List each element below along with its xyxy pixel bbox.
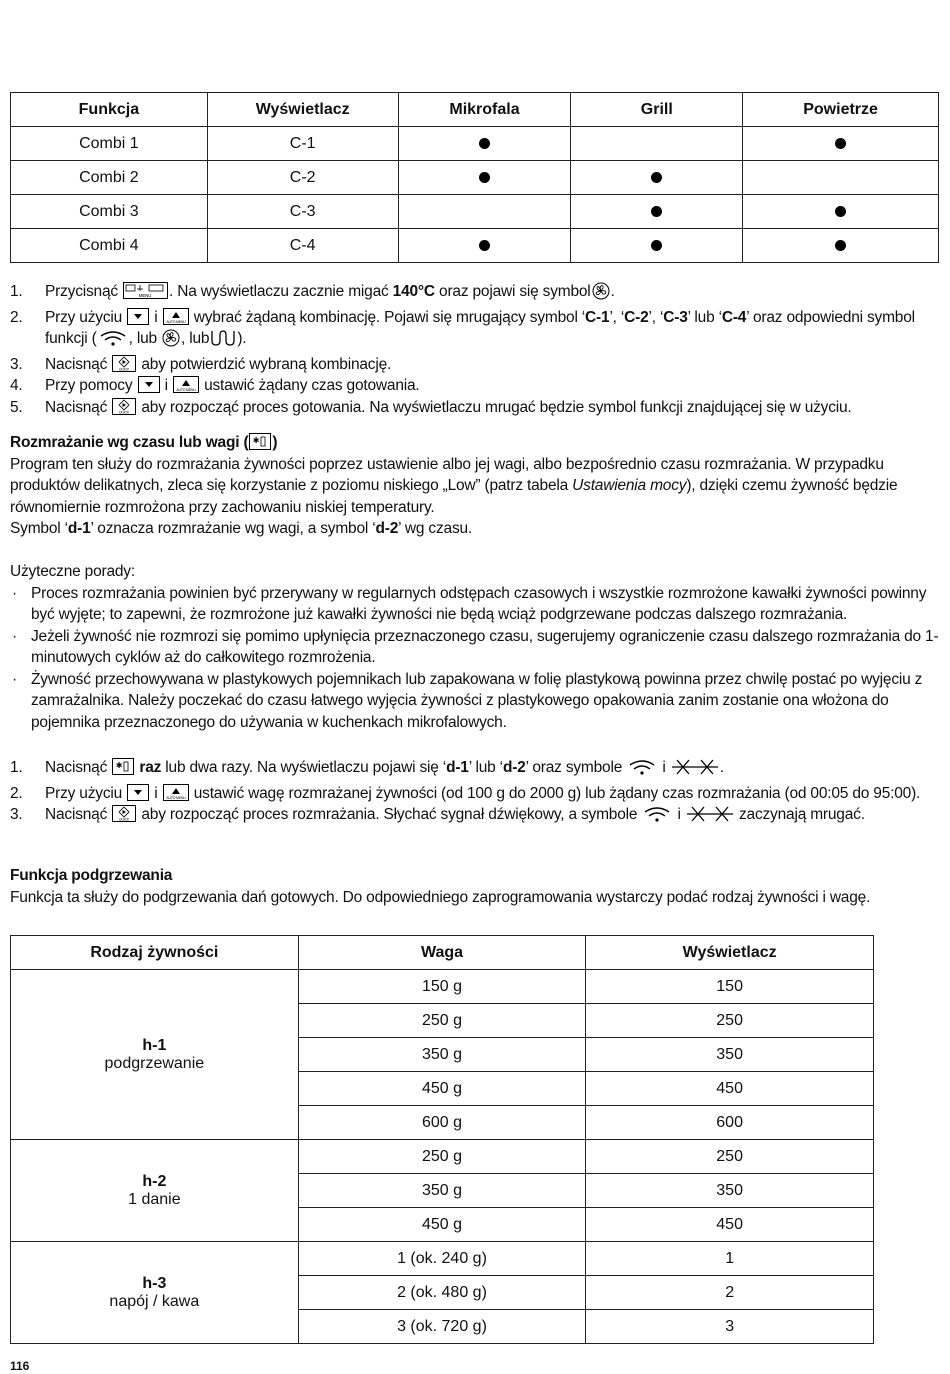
combi-code: C-2 [624,308,649,326]
down-arrow-button-icon [127,784,149,801]
table-header-row [11,936,874,970]
step-text: Nacisnąć [45,355,108,373]
header-cell: Waga [298,936,586,970]
step-number: 2. [10,308,23,326]
paragraph-text: ’ wg czasu. [398,520,473,537]
step-text: zaczynają mrugać. [738,806,865,823]
step-text: ’ oraz symbole [525,759,623,776]
food-type-cell [11,970,299,1140]
step-text: aby potwierdzić wybraną kombinację. [141,355,392,373]
weight-cell: 350 g [298,1174,586,1208]
bullet: · [12,627,17,645]
quick-start-button-icon [112,355,136,372]
down-arrow-button-icon [138,376,160,393]
combi-code: C-3 [663,308,688,326]
weight-cell: 1 (ok. 240 g) [298,1242,586,1276]
list-item [10,757,940,783]
grill-icon [210,329,236,354]
step-text: wybrać żądaną kombinację. Pojawi się mrugający symbol ‘ [193,308,586,326]
step-text: ’ oraz odpowiedni symbol funkcji ( [45,308,915,347]
food-code: h-3 [142,1274,167,1292]
list-item [10,583,940,626]
table-row [11,195,939,229]
display-code-cell: C-4 [207,229,398,263]
header-cell: Wyświetlacz [207,93,398,127]
weight-cell: 450 g [298,1208,586,1242]
step-text: Przy pomocy [45,377,133,394]
quick-start-button-icon [112,398,136,415]
step-text: i [677,806,681,823]
combi-steps [10,281,940,418]
step-text: ’ lub ‘ [468,759,503,776]
weight-cell: 3 (ok. 720 g) [298,1310,586,1344]
header-cell: Grill [571,93,743,127]
bullet: · [12,584,17,602]
svg-text:✱: ✱ [116,761,123,770]
defrost-code: d-1 [446,759,469,776]
weight-cell: 350 g [298,1038,586,1072]
up-arrow-auto-menu-button-icon [163,784,189,801]
paragraph-italic: Ustawienia mocy [572,477,687,494]
step-text: raz [139,759,162,776]
up-arrow-auto-menu-button-icon [163,308,189,325]
display-value-cell: 350 [586,1038,874,1072]
step-number: 1. [10,283,23,300]
table-row [11,127,939,161]
step-number: 2. [10,784,23,802]
table-header-row [11,93,939,127]
defrost-button-icon [249,433,271,450]
step-text: Przy użyciu [45,308,123,326]
micro-cell [398,127,571,161]
grill-cell [571,127,743,161]
snowflake-defrost-icon [671,758,719,783]
svg-text:AUTO MENU: AUTO MENU [176,388,196,392]
defrost-button-icon [112,758,134,775]
display-value-cell: 450 [586,1208,874,1242]
svg-text:QUICK: QUICK [119,410,130,414]
step-text: oraz pojawi się symbol [439,283,591,300]
air-cell [743,195,939,229]
weight-cell: 600 g [298,1106,586,1140]
weight-cell: 450 g [298,1072,586,1106]
active-dot-icon [651,206,662,217]
step-text: lub dwa razy. Na wyświetlaczu pojawi się ‘ [165,759,447,776]
section-heading: Funkcja podgrzewania [10,867,173,884]
defrost-code: d-2 [502,759,526,776]
tip-text: Żywność przechowywana w plastykowych pojemnikach lub zapakowana w folię plastykową powinna przez chwilę postać po wyjęciu z zamrażalnika. Należy poczekać do czasu łatwego wyjęcia żywności z plastykowego opakowania zanim zostanie ona włożona do pojemnika przeznaczonego do używania w kuchenkach mikrofalowych. [31,670,923,731]
micro-cell [398,161,571,195]
step-text: Nacisnąć [45,398,108,416]
display-code-cell: C-1 [207,127,398,161]
list-item [10,307,940,354]
down-arrow-button-icon [127,308,149,325]
display-value-cell: 3 [586,1310,874,1344]
active-dot-icon [479,138,490,149]
svg-text:QUICK: QUICK [119,367,130,371]
food-label: podgrzewanie [104,1054,205,1072]
function-name-cell: Combi 4 [11,229,208,263]
up-arrow-auto-menu-button-icon [173,376,199,393]
step-text: ustawić wagę rozmrażanej żywności (od 100 g do 2000 g) lub żądany czas rozmrażania (od 00:05 do 95:00). [193,784,921,802]
grill-cell [571,161,743,195]
list-item [10,783,940,805]
display-code-cell: C-3 [207,195,398,229]
display-value-cell: 2 [586,1276,874,1310]
list-item [10,354,940,376]
active-dot-icon [479,172,490,183]
grill-cell [571,229,743,263]
active-dot-icon [835,240,846,251]
snowflake-defrost-icon [686,805,734,830]
micro-cell [398,229,571,263]
table-row [11,970,874,1004]
reheat-description: Funkcja ta służy do podgrzewania dań gotowych. Do odpowiedniego zaprogramowania wystarczy podać rodzaj żywności i wagę. [10,888,871,906]
step-number: 3. [10,806,23,823]
step-text: ). [237,330,247,347]
list-item [10,804,940,830]
food-label: 1 danie [128,1190,181,1208]
active-dot-icon [835,138,846,149]
step-text: i [154,784,158,802]
fan-icon [162,329,180,354]
step-number: 3. [10,355,23,373]
list-item [10,397,940,419]
heading-text: ) [272,434,278,451]
step-text: Przycisnąć [45,283,118,300]
air-cell [743,229,939,263]
combi-functions-table [10,92,939,263]
display-value-cell: 250 [586,1140,874,1174]
paragraph-text: Symbol ‘ [10,520,68,537]
active-dot-icon [651,172,662,183]
reheat-table [10,935,874,1344]
temperature-value: 140°C [392,283,435,300]
combi-code: C-4 [721,308,747,326]
list-item [10,626,940,669]
svg-text:AUTO MENU: AUTO MENU [166,795,186,800]
step-text: i [154,308,158,326]
header-cell: Powietrze [743,93,939,127]
defrost-symbols-note [10,518,940,540]
defrost-description [10,454,940,519]
table-row [11,161,939,195]
step-text: , lub [181,330,210,347]
active-dot-icon [835,206,846,217]
step-text: i [662,759,666,776]
reheat-section [10,865,940,908]
tip-text: Jeżeli żywność nie rozmrozi się pomimo upłynięcia przeznaczonego czasu, sugerujemy ograniczenie czasu dalszego rozmrażania do 1-minutowych cyklów aż do całkowitego rozmrożenia. [31,627,939,666]
table-row [11,229,939,263]
weight-cell: 250 g [298,1140,586,1174]
microwave-waves-icon [98,329,128,354]
step-text: Przy użyciu [45,784,123,802]
step-text: . [719,759,724,776]
function-name-cell: Combi 2 [11,161,208,195]
list-item [10,375,940,397]
table-row [11,1140,874,1174]
header-cell: Funkcja [11,93,208,127]
display-value-cell: 350 [586,1174,874,1208]
paragraph-text: ’ oznacza rozmrażanie wg wagi, a symbol ‘ [90,520,376,537]
heading-text: Rozmrażanie wg czasu lub wagi ( [10,434,249,451]
svg-text:QUICK: QUICK [119,817,130,821]
header-cell: Mikrofala [398,93,571,127]
step-number: 1. [10,759,23,776]
header-cell: Wyświetlacz [586,936,874,970]
svg-text:AUTO MENU: AUTO MENU [166,319,186,324]
svg-text:✱: ✱ [253,436,260,445]
micro-cell [398,195,571,229]
food-type-cell [11,1242,299,1344]
microwave-waves-icon [627,758,657,783]
display-value-cell: 450 [586,1072,874,1106]
display-value-cell: 1 [586,1242,874,1276]
page-number: 116 [10,1359,30,1373]
food-code: h-2 [142,1172,167,1190]
display-value-cell: 150 [586,970,874,1004]
tips-title: Użyteczne porady: [10,563,135,580]
tip-text: Proces rozmrażania powinien być przerywany w regularnych odstępach czasowych i wszystkie rozmrożone kawałki żywności powinny być wyjęte; to zapewni, że rozmrożone już kawałki żywności nie będą wciąż podgrzewane podczas dalszego rozmrażania. [31,584,927,623]
section-heading [10,432,940,454]
display-code-cell: C-2 [207,161,398,195]
grill-cell [571,195,743,229]
quick-start-button-icon [112,805,136,822]
table-row [11,1242,874,1276]
step-text: i [164,377,168,394]
function-name-cell: Combi 3 [11,195,208,229]
defrost-section [10,432,940,733]
step-text: Nacisnąć [45,759,108,776]
air-cell [743,127,939,161]
step-text: , lub [128,330,157,347]
air-cell [743,161,939,195]
step-text: . [610,283,615,300]
step-text: aby rozpocząć proces gotowania. Na wyświetlaczu mrugać będzie symbol funkcji znajdującej się w użyciu. [141,398,852,416]
step-text: ’, ‘ [609,308,625,326]
display-value-cell: 600 [586,1106,874,1140]
defrost-code: d-2 [375,520,399,537]
food-code: h-1 [142,1036,167,1054]
step-text: . Na wyświetlaczu zacznie migać [169,283,389,300]
food-type-cell [11,1140,299,1242]
step-text: ’, ‘ [648,308,664,326]
step-text: Nacisnąć [45,806,108,823]
function-name-cell: Combi 1 [11,127,208,161]
fan-icon [592,282,610,307]
step-text: ’ lub ‘ [687,308,722,326]
bullet: · [12,670,17,688]
display-value-cell: 250 [586,1004,874,1038]
weight-cell: 250 g [298,1004,586,1038]
food-label: napój / kawa [109,1292,200,1310]
defrost-steps [10,757,940,830]
active-dot-icon [651,240,662,251]
step-text: ustawić żądany czas gotowania. [204,377,420,394]
combi-code: C-1 [585,308,610,326]
list-item [10,281,940,307]
step-number: 5. [10,398,23,416]
step-text: aby rozpocząć proces rozmrażania. Słychać sygnał dźwiękowy, a symbole [141,806,638,823]
paragraph-text: ), dzięki czemu żywność będzie równomiernie rozmrożona przy zachowaniu niskiej temperatury. [10,477,898,516]
defrost-code: d-1 [67,520,91,537]
svg-text:MENU: MENU [138,293,152,298]
step-number: 4. [10,377,23,394]
menu-button-icon [123,282,168,299]
weight-cell: 2 (ok. 480 g) [298,1276,586,1310]
header-cell: Rodzaj żywności [11,936,299,970]
paragraph-text: Program ten służy do rozmrażania żywności poprzez ustawienie albo jej wagi, albo bezpośrednio czasu rozmrażania. W przypadku produktów delikatnych, zleca się korzystanie z poziomu niskiego „Low” (patrz tabela [10,455,884,494]
list-item [10,669,940,734]
microwave-waves-icon [642,805,672,830]
active-dot-icon [479,240,490,251]
weight-cell: 150 g [298,970,586,1004]
